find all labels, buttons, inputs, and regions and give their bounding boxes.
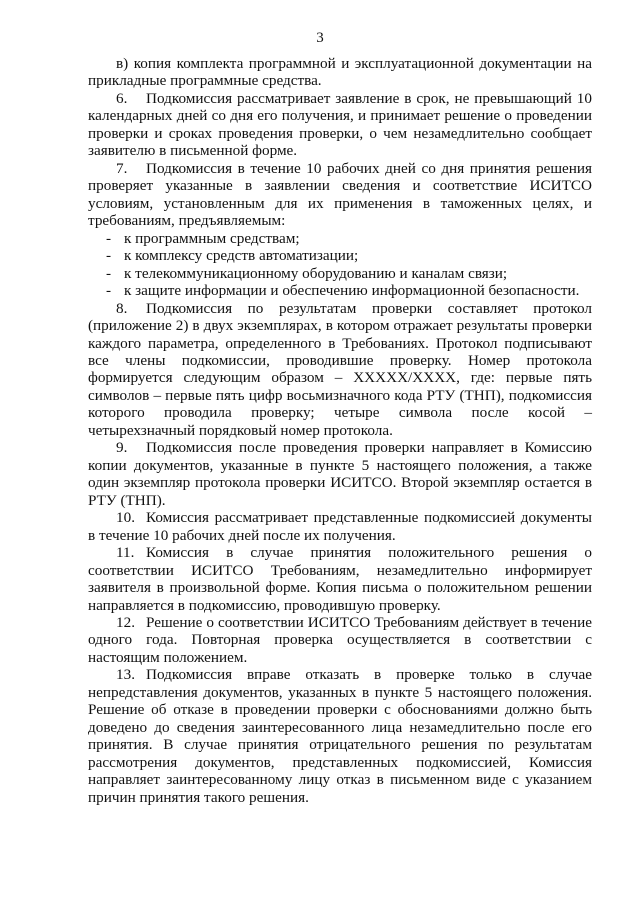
paragraph-number: 6. bbox=[116, 89, 128, 107]
list-item: - к комплексу средств автоматизации; bbox=[106, 247, 359, 265]
list-item-text: к комплексу средств автоматизации; bbox=[124, 247, 359, 265]
list-item-text: к программным средствам; bbox=[124, 229, 300, 247]
list-item: - к защите информации и обеспечению информационной безопасности. bbox=[106, 282, 580, 300]
paragraph-10 bbox=[88, 509, 592, 544]
paragraph-number: 10. bbox=[116, 509, 135, 527]
paragraph-number: 11. bbox=[116, 544, 135, 562]
paragraph-text: Решение о соответствии ИСИТСО Требованиям действует в течение одного года. Повторная проверка осуществляется в соответствии с настоящим положением. bbox=[88, 614, 592, 666]
list-item-text: к телекоммуникационному оборудованию и каналам связи; bbox=[124, 264, 508, 282]
paragraph-number: 9. bbox=[116, 439, 128, 457]
paragraph-8 bbox=[88, 300, 592, 440]
requirements-list bbox=[88, 230, 592, 300]
paragraph-text: Подкомиссия по результатам проверки составляет протокол (приложение 2) в двух экземплярах, в котором отражает результаты проверки каждого параметра, определенного в Требованиях. Протокол подписывают все члены подкомиссии, проводившие проверку. Номер протокола формируется следующим образом – XXXXX/XXXX, где: первые пять символов – первые пять цифр восьмизначного кода РТУ (ТНП), подкомиссия которого проводила проверку; четыре символа после косой – четырехзначный порядковый номер протокола. bbox=[88, 299, 592, 439]
paragraph-12 bbox=[88, 614, 592, 666]
paragraph-number: 13. bbox=[116, 666, 135, 684]
paragraph-7 bbox=[88, 160, 592, 230]
paragraph-13 bbox=[88, 666, 592, 806]
paragraph-number: 8. bbox=[116, 299, 128, 317]
paragraph-9 bbox=[88, 439, 592, 509]
paragraph-text: Подкомиссия в течение 10 рабочих дней со дня принятия решения проверяет указанные в заявлении сведения и соответствие ИСИТСО условиям, установленным для их применения в таможенных целях, и требованиям, предъявляемым: bbox=[88, 159, 592, 230]
paragraph-number: 12. bbox=[116, 614, 135, 631]
list-item: - к телекоммуникационному оборудованию и каналам связи; bbox=[106, 264, 508, 282]
paragraph-11 bbox=[88, 544, 592, 614]
list-item: - к программным средствам; bbox=[106, 229, 300, 247]
paragraph-text: в) копия комплекта программной и эксплуатационной документации на прикладные программные средства. bbox=[88, 55, 592, 90]
paragraph-text: Подкомиссия рассматривает заявление в срок, не превышающий 10 календарных дней со дня его получения, и принимает решение о проведении проверки и сроках проведения проверки, о чем незамедлительно сообщает заявителю в письменной форме. bbox=[88, 89, 592, 160]
paragraph-v bbox=[88, 55, 592, 90]
document-body bbox=[88, 55, 592, 806]
paragraph-6 bbox=[88, 90, 592, 160]
paragraph-number: 7. bbox=[116, 159, 128, 177]
paragraph-text: Подкомиссия вправе отказать в проверке только в случае непредставления документов, указанных в пункте 5 настоящего положения. Решение об отказе в проведении проверки с обоснованиями должно быть доведено до сведения заинтересованного лица незамедлительно после его принятия. В случае принятия отрицательного решения по результатам рассмотрения документов, представленных подкомиссией, Комиссия направляет заинтересованному лицу отказ в письменном виде с указанием причин принятия такого решения. bbox=[88, 666, 592, 806]
paragraph-text: Комиссия рассматривает представленные подкомиссией документы в течение 10 рабочих дней после их получения. bbox=[88, 509, 592, 544]
page-number: 3 bbox=[316, 30, 324, 46]
paragraph-text: Комиссия в случае принятия положительного решения о соответствии ИСИТСО Требованиям, незамедлительно информирует заявителя в произвольной форме. Копия письма о положительном решении направляется в подкомиссию, проводившую проверку. bbox=[88, 544, 592, 614]
list-item-text: к защите информации и обеспечению информационной безопасности. bbox=[124, 282, 580, 300]
paragraph-text: Подкомиссия после проведения проверки направляет в Комиссию копии документов, указанные в пункте 5 настоящего положения, а также один экземпляр протокола проверки ИСИТСО. Второй экземпляр остается в РТУ (ТНП). bbox=[88, 439, 592, 509]
